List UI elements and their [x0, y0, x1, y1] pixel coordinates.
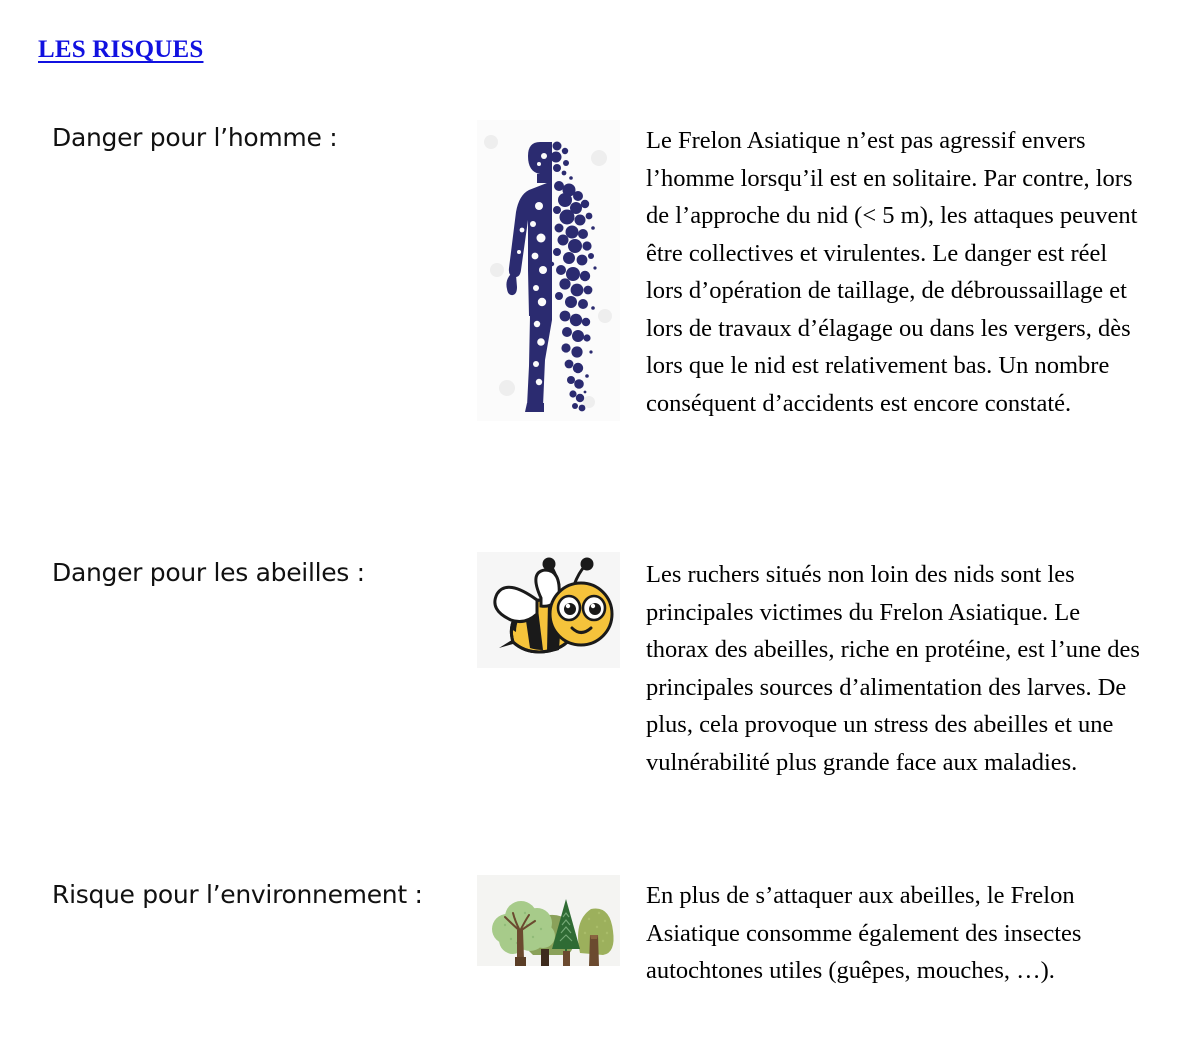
human-silhouette-dots-image	[477, 120, 620, 421]
section-heading-danger-abeilles: Danger pour les abeilles :	[52, 558, 365, 587]
section-body-danger-homme: Le Frelon Asiatique n’est pas agressif envers l’homme lorsqu’il est en solitaire. Par contre, lors de l’approche du nid (< 5 m), les attaques peuvent être collectives et virulentes. Le danger est réel lors d’opération de taillage, de débroussaillage et lors de travaux d’élagage ou dans les vergers, dès lors que le nid est relativement bas. Un nombre conséquent d’accidents est encore constaté.	[646, 127, 1138, 417]
trees-forest-image	[477, 875, 620, 966]
section-body-danger-abeilles: Les ruchers situés non loin des nids sont les principales victimes du Frelon Asiatique. Le thorax des abeilles, riche en protéine, est l’une des principales sources d’alimentation des larves. De plus, cela provoque un stress des abeilles et une vulnérabilité plus grande face aux maladies.	[646, 561, 1140, 776]
section-heading-danger-homme: Danger pour l’homme :	[52, 123, 338, 152]
section-heading-risque-environnement: Risque pour l’environnement :	[52, 880, 423, 909]
section-body-risque-environnement: En plus de s’attaquer aux abeilles, le Frelon Asiatique consomme également des insectes autochtones utiles (guêpes, mouches, …).	[646, 882, 1082, 984]
cartoon-bee-image	[477, 552, 620, 668]
page-title: LES RISQUES	[38, 36, 204, 63]
